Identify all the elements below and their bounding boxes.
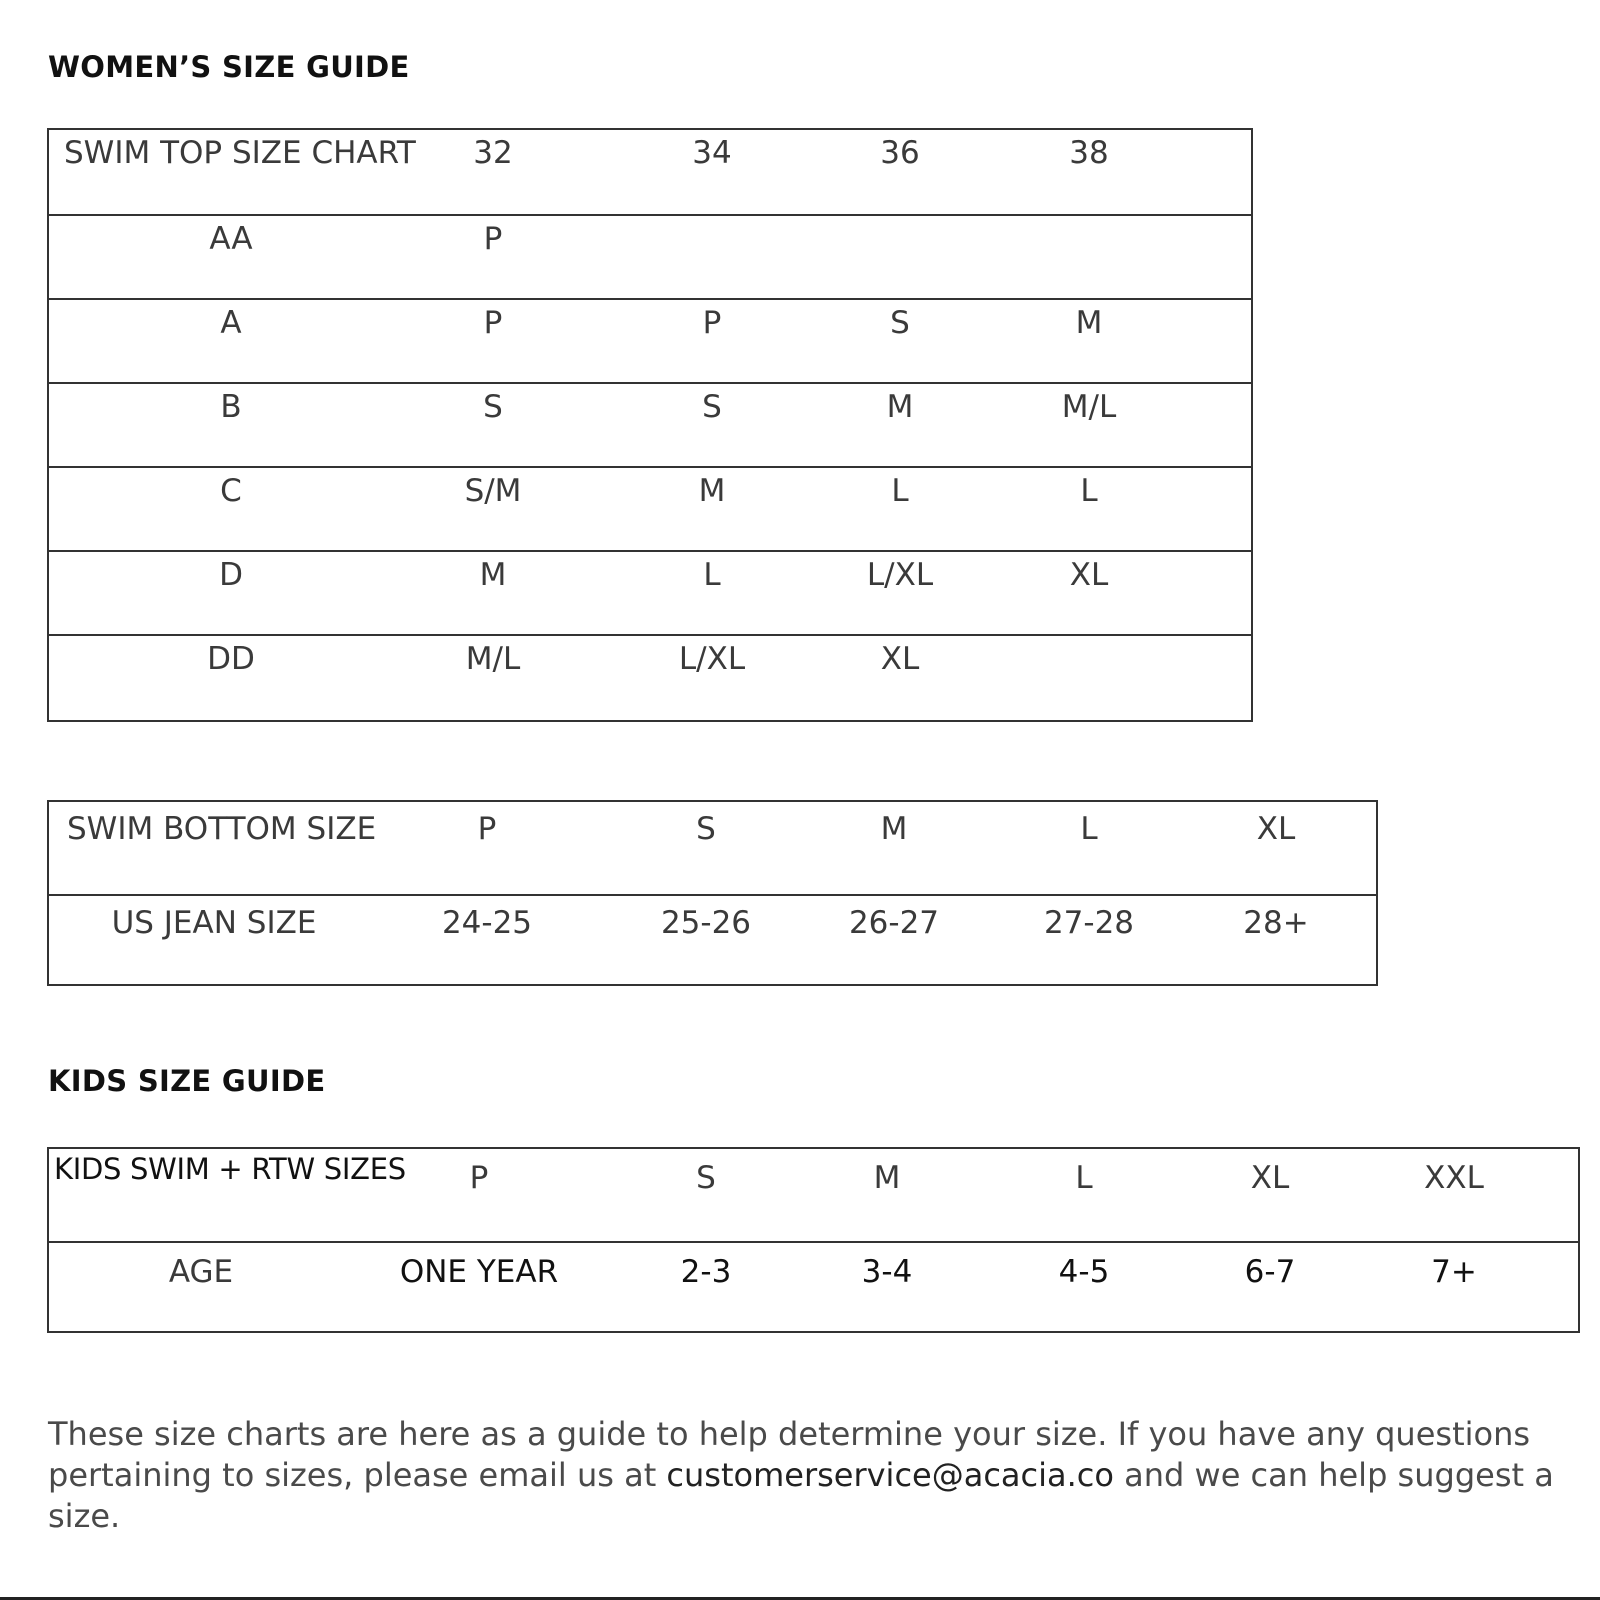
kids-size-cell: M xyxy=(873,1160,901,1196)
swim-top-cell: L/XL xyxy=(866,557,934,593)
swim-top-cell: S xyxy=(890,305,910,341)
kids-size-row xyxy=(49,1241,1578,1333)
swim-top-cell: 34 xyxy=(692,135,732,171)
swim-top-cell: L/XL xyxy=(678,641,746,677)
swim-top-row-label: DD xyxy=(207,641,255,677)
swim-top-cell: S xyxy=(483,389,503,425)
swim-top-cell: M/L xyxy=(465,641,521,677)
kids-size-cell: P xyxy=(469,1160,489,1196)
swim-bottom-cell: L xyxy=(1080,811,1098,847)
swim-top-cell: P xyxy=(483,221,503,257)
swim-top-size-table xyxy=(47,128,1253,722)
kids-size-table xyxy=(47,1147,1580,1333)
swim-bottom-cell: 28+ xyxy=(1243,905,1309,941)
swim-top-row xyxy=(49,214,1251,298)
swim-bottom-cell: 24-25 xyxy=(441,905,533,941)
swim-top-cell: M xyxy=(886,389,914,425)
swim-top-row-label: B xyxy=(220,389,242,425)
swim-bottom-cell: S xyxy=(696,811,716,847)
swim-top-cell: 32 xyxy=(473,135,513,171)
swim-top-cell: L xyxy=(703,557,721,593)
swim-top-header-row xyxy=(49,130,1251,214)
kids-size-row-label: KIDS SWIM + RTW SIZES xyxy=(54,1152,406,1186)
swim-top-cell: L xyxy=(891,473,909,509)
swim-bottom-row xyxy=(49,894,1376,986)
swim-top-row xyxy=(49,466,1251,550)
swim-bottom-cell: 26-27 xyxy=(848,905,940,941)
kids-size-cell: 6-7 xyxy=(1244,1254,1296,1290)
swim-top-cell: L xyxy=(1080,473,1098,509)
kids-size-row-label: AGE xyxy=(168,1254,234,1290)
kids-size-cell: S xyxy=(696,1160,716,1196)
swim-bottom-row-label: US JEAN SIZE xyxy=(111,905,317,941)
swim-top-cell: P xyxy=(483,305,503,341)
swim-top-cell: M xyxy=(479,557,507,593)
swim-top-row xyxy=(49,550,1251,634)
kids-size-cell: 7+ xyxy=(1431,1254,1477,1290)
swim-top-row-label: D xyxy=(219,557,243,593)
swim-top-row-label: SWIM TOP SIZE CHART xyxy=(64,135,416,171)
kids-size-guide-heading: KIDS SIZE GUIDE xyxy=(48,1064,326,1098)
swim-top-cell: M xyxy=(1075,305,1103,341)
swim-top-row xyxy=(49,298,1251,382)
swim-top-row xyxy=(49,382,1251,466)
swim-top-row-label: AA xyxy=(209,221,253,257)
womens-size-guide-heading: WOMEN’S SIZE GUIDE xyxy=(48,50,410,84)
kids-size-cell: L xyxy=(1075,1160,1093,1196)
swim-bottom-row-label: SWIM BOTTOM SIZE xyxy=(67,811,377,847)
size-guide-note xyxy=(48,1414,1568,1537)
kids-size-cell: XXL xyxy=(1424,1160,1484,1196)
swim-top-cell: S/M xyxy=(464,473,522,509)
swim-bottom-cell: XL xyxy=(1256,811,1296,847)
swim-bottom-cell: 25-26 xyxy=(660,905,752,941)
swim-top-row xyxy=(49,634,1251,718)
customer-service-email: customerservice@acacia.co xyxy=(666,1456,1114,1494)
kids-size-cell: 2-3 xyxy=(680,1254,732,1290)
swim-top-cell: P xyxy=(702,305,722,341)
kids-size-cell: 4-5 xyxy=(1058,1254,1110,1290)
note-text-end: and we can help suggest a size. xyxy=(48,1456,1554,1535)
swim-top-row-label: C xyxy=(220,473,242,509)
swim-top-row-label: A xyxy=(220,305,242,341)
kids-size-cell: 3-4 xyxy=(861,1254,913,1290)
swim-top-cell: S xyxy=(702,389,722,425)
kids-size-cell: XL xyxy=(1250,1160,1290,1196)
swim-top-cell: XL xyxy=(1069,557,1109,593)
swim-bottom-cell: M xyxy=(880,811,908,847)
swim-top-cell: 38 xyxy=(1069,135,1109,171)
swim-top-cell: 36 xyxy=(880,135,920,171)
swim-bottom-header-row xyxy=(49,802,1376,894)
note-text-start: These size charts are here as a guide to help determine your size. If you have any questions pertaining to sizes, please email us at xyxy=(48,1415,1531,1494)
swim-bottom-cell: 27-28 xyxy=(1043,905,1135,941)
kids-size-cell: ONE YEAR xyxy=(399,1254,559,1290)
swim-bottom-cell: P xyxy=(477,811,497,847)
swim-top-cell: M/L xyxy=(1061,389,1117,425)
swim-bottom-size-table xyxy=(47,800,1378,986)
swim-top-cell: M xyxy=(698,473,726,509)
swim-top-cell: XL xyxy=(880,641,920,677)
kids-size-header-row xyxy=(49,1149,1578,1241)
